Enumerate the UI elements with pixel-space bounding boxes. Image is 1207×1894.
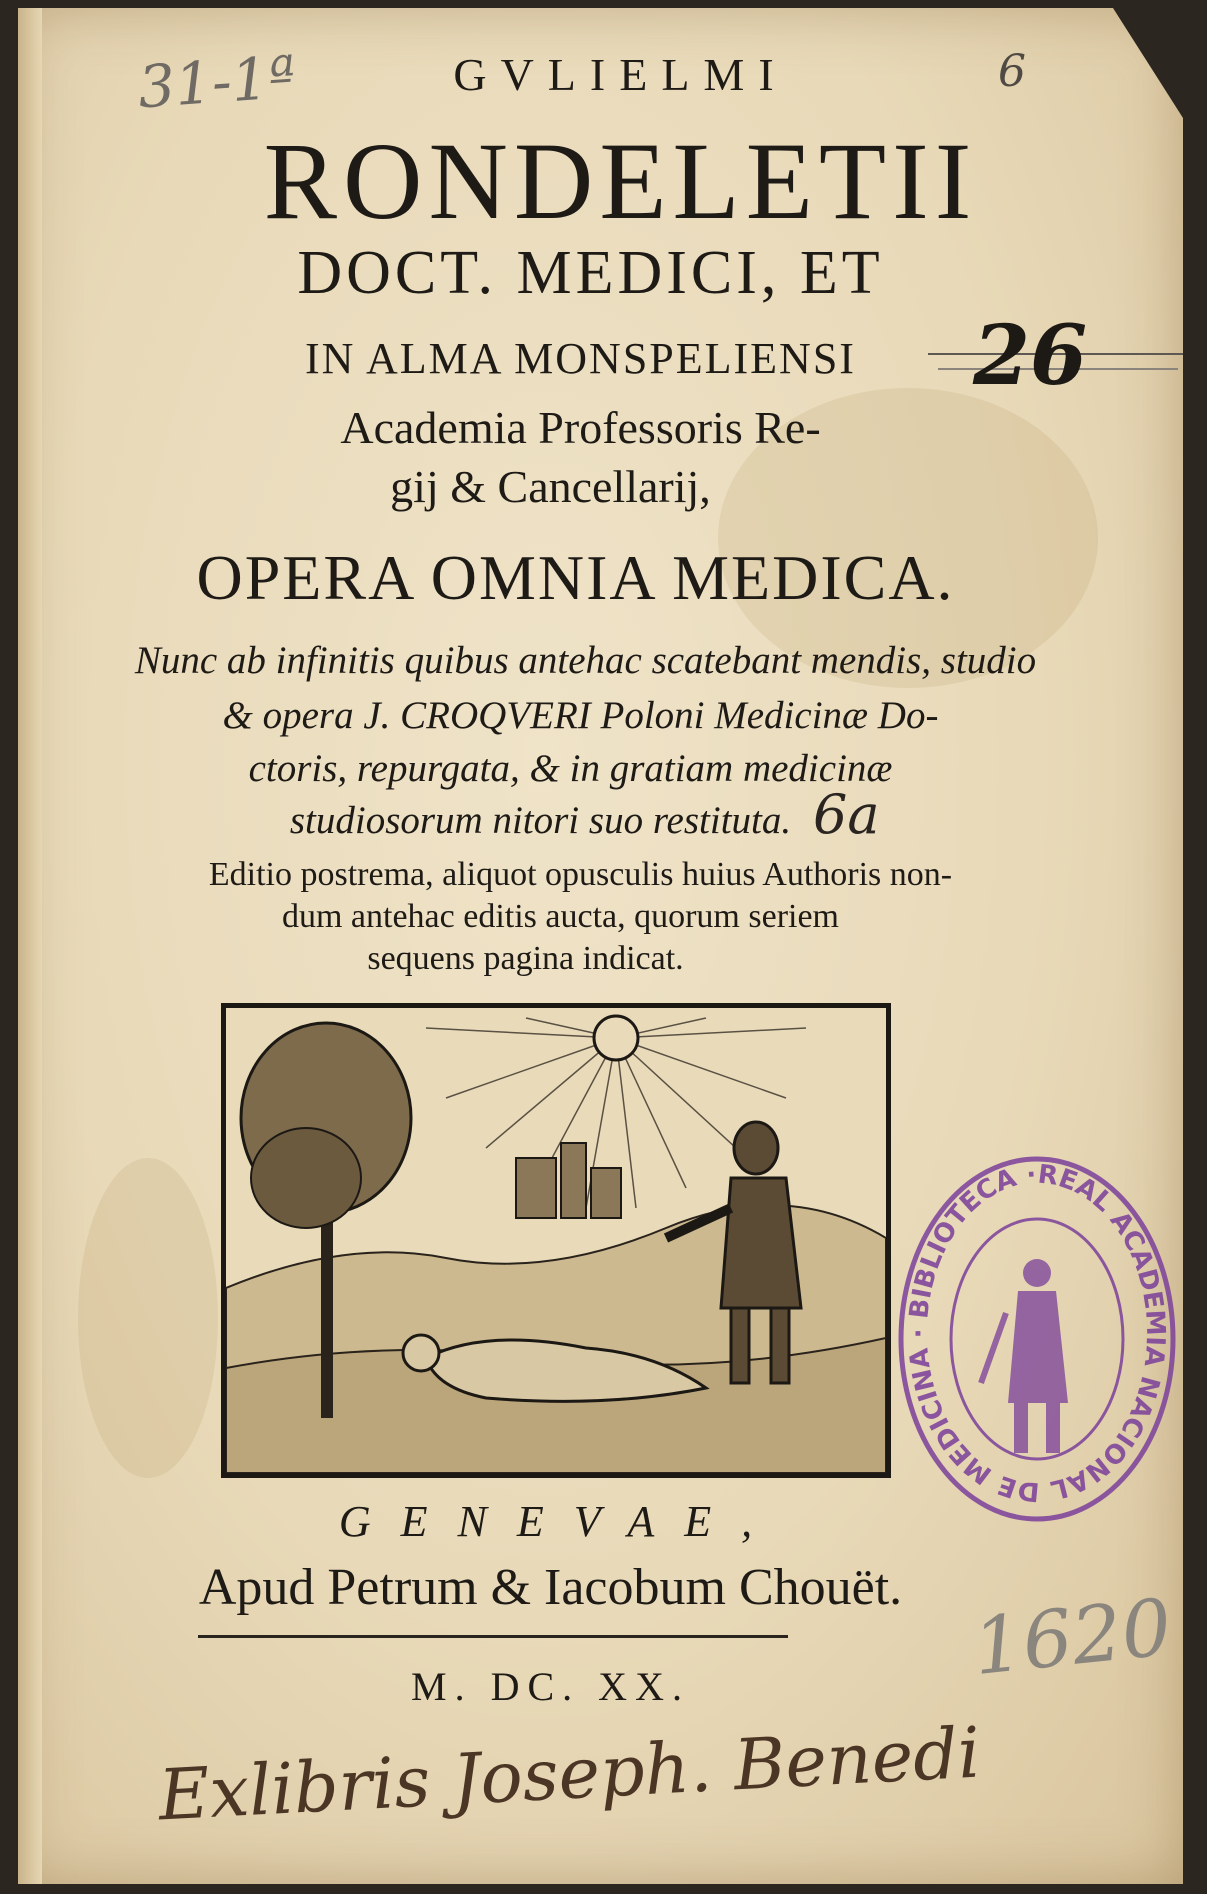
publisher-line: Apud Petrum & Iacobum Chouët. (198, 1559, 903, 1616)
academia-line: Academia Professoris Re- (340, 402, 821, 453)
place-of-publication: GENEVAE, (338, 1497, 783, 1546)
handwritten-shelfmark: 31-1ª (135, 42, 299, 122)
author-first-name: GVLIELMI (453, 49, 788, 100)
author-title: DOCT. MEDICI, ET (297, 239, 884, 307)
edition-line: dum antehac editis aucta, quorum seriem (281, 898, 840, 935)
paper-stain (78, 1158, 218, 1478)
printers-device-woodcut (221, 1003, 891, 1478)
cancellarij-line: gij & Cancellarij, (390, 461, 711, 512)
stamp-text: REAL ACADEMIA NACIONAL DE MEDICINA · BIBLIOTECA · (903, 1159, 1171, 1507)
sun-face-icon (594, 1016, 638, 1060)
edition-line: Editio postrema, aliquot opusculis huius Authoris non- (208, 856, 953, 893)
library-stamp (896, 1153, 1178, 1525)
ex-libris-signature: Exlibris Joseph. Benedi (156, 1711, 983, 1837)
edition-line: sequens pagina indicat. (367, 940, 684, 977)
handwritten-note: 6a (813, 783, 880, 846)
woodcut-illustration (226, 1008, 886, 1473)
description-line: studiosorum nitori suo restituta. (289, 799, 792, 842)
author-surname: RONDELETII (263, 120, 978, 242)
stamp-seal-icon (896, 1153, 1178, 1525)
title-page (18, 8, 1183, 1884)
publication-date: M. DC. XX. (411, 1664, 690, 1709)
book-title: OPERA OMNIA MEDICA. (196, 542, 955, 613)
institution-line: IN ALMA MONSPELIENSI (305, 334, 856, 383)
handwritten-year: 1620 (968, 1582, 1176, 1694)
description-line: & opera J. CROQVERI Poloni Medicinæ Do- (222, 694, 939, 737)
handwritten-number-26: 26 (973, 308, 1088, 404)
handwritten-number: 6 (998, 46, 1026, 97)
stamp-figure-icon (981, 1259, 1068, 1453)
description-line: Nunc ab infinitis quibus antehac scatebant mendis, studio (134, 639, 1037, 682)
description-line: ctoris, repurgata, & in gratiam medicinæ (248, 747, 893, 790)
divider-rule (198, 1635, 788, 1638)
